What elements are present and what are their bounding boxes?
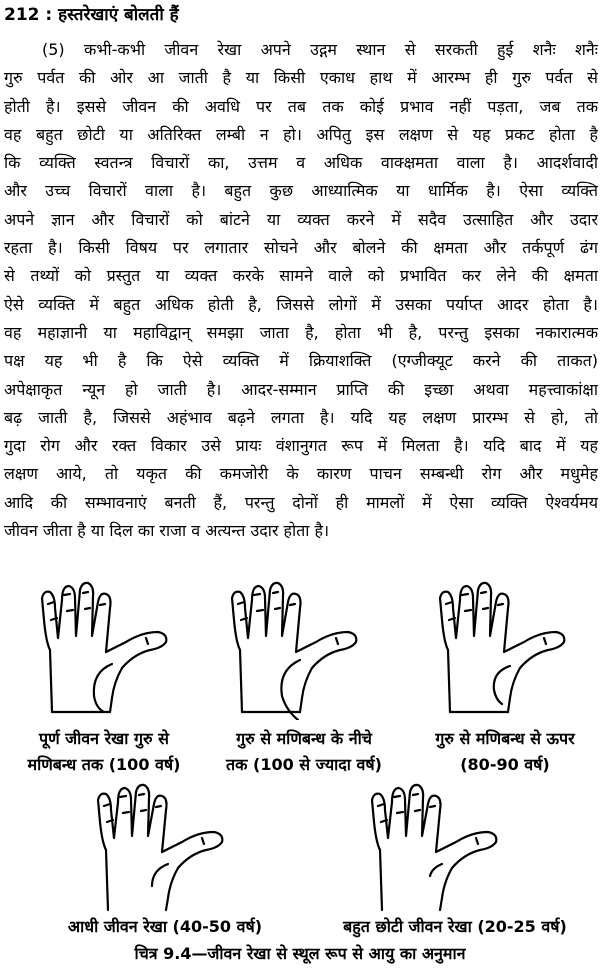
hand-illustration-1 bbox=[22, 580, 192, 720]
text-line: अपेक्षाकृत न्यून हो जाती है। आदर-सम्मान प्राप्ति की इच्छा अथवा महत्त्वाकांक्षा bbox=[4, 379, 598, 399]
caption-line: आधी जीवन रेखा (40-50 वर्ष) bbox=[67, 917, 263, 936]
hand-illustration-5 bbox=[352, 782, 522, 914]
hand-caption-1 bbox=[4, 726, 204, 778]
hand-illustration-2 bbox=[212, 580, 382, 720]
hand-caption-2 bbox=[204, 726, 404, 778]
text-line: अपने ज्ञान और विचारों को बांटने या व्यक्त करने में सदैव उत्साहित और उदार bbox=[4, 209, 598, 229]
text-line: वह महाज्ञानी या महाविद्वान् समझा जाता है, होता भी है, परन्तु इसका नकारात्मक bbox=[4, 322, 598, 342]
text-line: पक्ष यह भी है कि ऐसे व्यक्ति में क्रियाशक्ति (एग्जीक्यूट करने की ताकत) bbox=[4, 351, 598, 371]
text-line: रहता है। किसी विषय पर लगातार सोचने और बोलने की क्षमता और तर्कपूर्ण ढंग bbox=[4, 238, 598, 258]
caption-line: गुरु से मणिबन्ध के नीचे bbox=[236, 729, 372, 748]
hand-illustration-4 bbox=[78, 782, 248, 914]
text-line: कि व्यक्ति स्वतन्त्र विचारों का, उत्तम व अधिक वाक्क्षमता वाला है। आदर्शवादी bbox=[4, 153, 598, 173]
text-line: ऐसे व्यक्ति में बहुत अधिक होती है, जिससे लोगों में उसका पर्याप्त आदर होता है। bbox=[4, 294, 598, 314]
caption-line: मणिबन्ध तक (100 वर्ष) bbox=[27, 755, 181, 774]
text-line: से तथ्यों को प्रस्तुत या व्यक्त करके सामने वाले को प्रभावित कर लेने की क्षमता bbox=[4, 266, 598, 286]
text-line: गुरु पर्वत की ओर आ जाती है या किसी एकाध हाथ में आरम्भ ही गुरु पर्वत से bbox=[4, 68, 598, 88]
text-line: गुदा रोग और रक्त विकार उसे प्रायः वंशानुगत रूप में मिलता है। यदि बाद में यह bbox=[4, 436, 598, 456]
hand-caption-5 bbox=[310, 914, 600, 940]
hand-caption-4 bbox=[40, 914, 290, 940]
text-line: होती है। इससे जीवन की अवधि पर तब तक कोई प्रभाव नहीं पड़ता, जब तक bbox=[4, 96, 598, 116]
hand-caption-3 bbox=[410, 726, 600, 778]
text-line: आदि की सम्भावनाएं बनती हैं, परन्तु दोनों ही मामलों में ऐसा व्यक्ति ऐश्वर्यमय bbox=[4, 492, 598, 512]
text-line: और उच्च विचारों वाला है। बहुत कुछ आध्यात्मिक या धार्मिक है। ऐसा व्यक्ति bbox=[4, 181, 598, 201]
caption-line: (80-90 वर्ष) bbox=[460, 755, 550, 774]
body-text bbox=[4, 36, 598, 545]
text-line: लक्षण आये, तो यकृत की कमजोरी के कारण पाचन सम्बन्धी रोग और मधुमेह bbox=[4, 464, 598, 484]
caption-line: गुरु से मणिबन्ध से ऊपर bbox=[435, 729, 575, 748]
text-line: बढ़ जाती है, जिससे अहंभाव बढ़ने लगता है। यदि यह लक्षण प्रारम्भ से हो, तो bbox=[4, 407, 598, 427]
caption-line: पूर्ण जीवन रेखा गुरु से bbox=[39, 729, 169, 748]
hand-illustration-3 bbox=[420, 580, 590, 720]
caption-line: बहुत छोटी जीवन रेखा (20-25 वर्ष) bbox=[343, 917, 567, 936]
page-header: 212 : हस्तरेखाएं बोलती हैं bbox=[4, 5, 179, 25]
text-line: वह बहुत छोटी या अतिरिक्त लम्बी न हो। अपितु इस लक्षण से यह प्रकट होता है bbox=[4, 124, 598, 144]
figure-caption: चित्र 9.4—जीवन रेखा से स्थूल रूप से आयु का अनुमान bbox=[134, 944, 466, 963]
text-line: (5) कभी-कभी जीवन रेखा अपने उद्गम स्थान से सरकती हुई शनैः शनैः bbox=[42, 40, 598, 59]
caption-line: तक (100 से ज्यादा वर्ष) bbox=[226, 755, 382, 774]
text-line: जीवन जीता है या दिल का राजा व अत्यन्त उदार होता है। bbox=[4, 521, 330, 541]
